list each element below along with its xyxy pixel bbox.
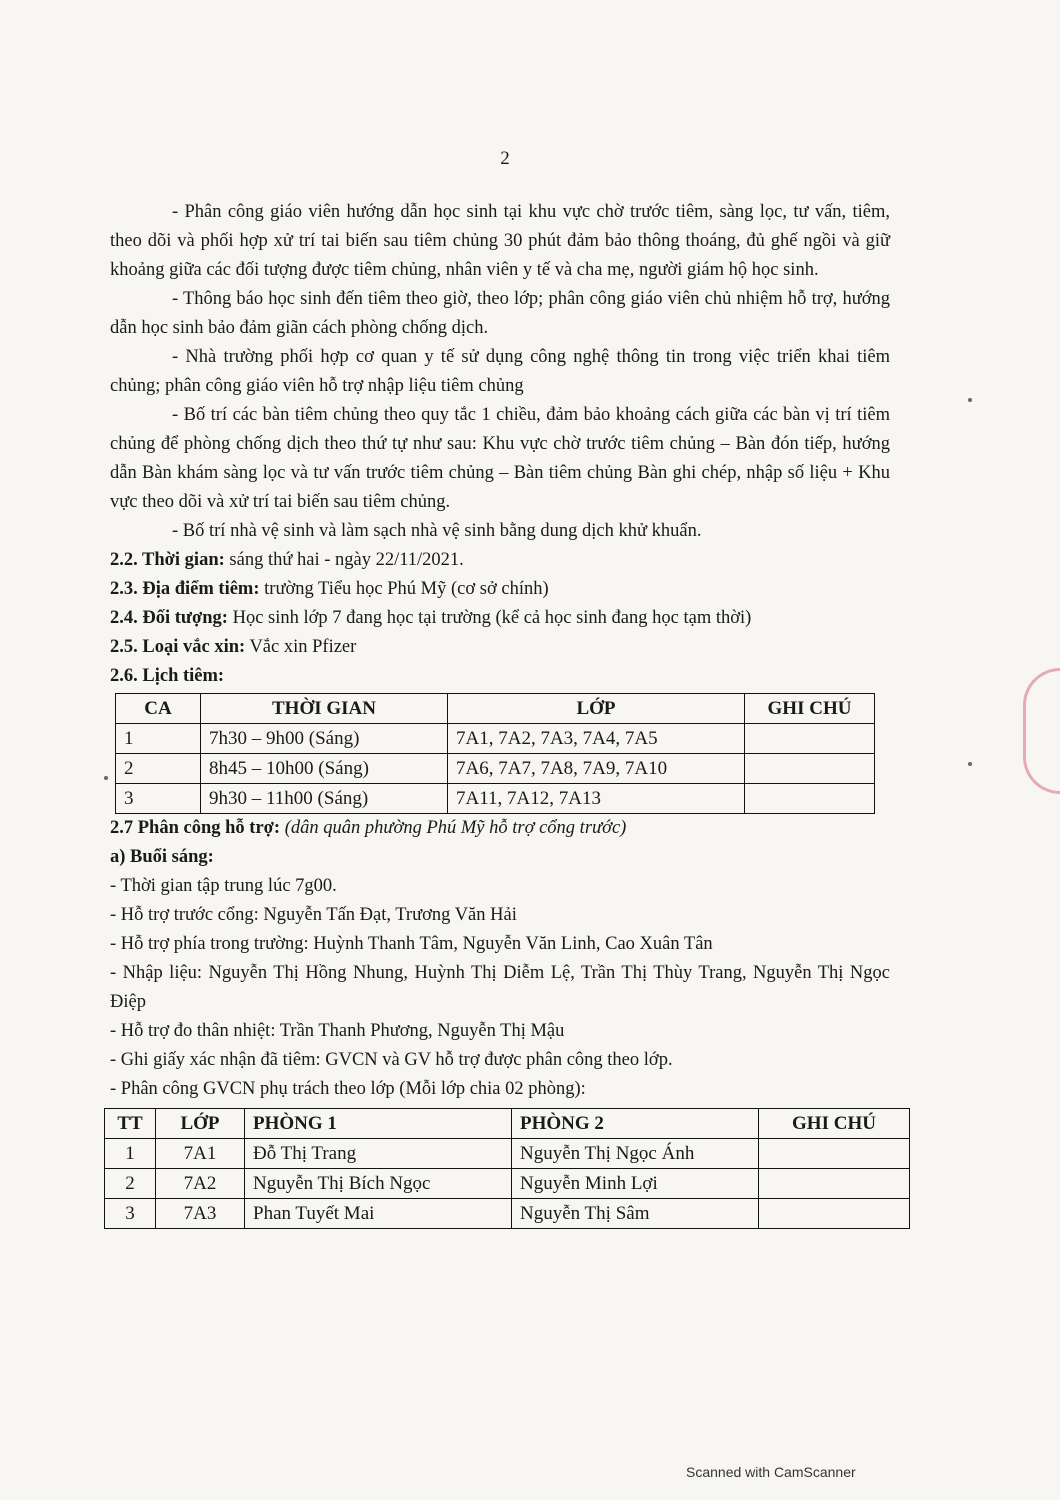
table-cell: 2 — [116, 754, 201, 784]
table-header: GHI CHÚ — [759, 1109, 910, 1139]
table-cell: Nguyễn Thị Sâm — [512, 1199, 759, 1229]
table-row — [105, 1199, 910, 1229]
item-value: Vắc xin Pfizer — [245, 637, 357, 657]
table-cell: 7A11, 7A12, 7A13 — [448, 784, 745, 814]
schedule-table — [115, 693, 875, 814]
table-cell — [759, 1139, 910, 1169]
paragraph: - Phân công giáo viên hướng dẫn học sinh tại khu vực chờ trước tiêm, sàng lọc, tư vấn, tiêm, theo dõi và phối hợp xử trí tai biến sau tiêm chủng 30 phút đảm bảo thông thoáng, đủ ghế ngồi và giữ khoảng giữa các đối tượng được tiêm chủng, nhân viên y tế và cha mẹ, người giám hộ học sinh. — [110, 202, 890, 280]
table-cell: 8h45 – 10h00 (Sáng) — [201, 754, 448, 784]
paragraph: - Bố trí nhà vệ sinh và làm sạch nhà vệ sinh bằng dung dịch khử khuẩn. — [172, 521, 702, 541]
table-cell: 9h30 – 11h00 (Sáng) — [201, 784, 448, 814]
table-header: PHÒNG 2 — [512, 1109, 759, 1139]
support-line: - Nhập liệu: Nguyễn Thị Hồng Nhung, Huỳnh Thị Diễm Lệ, Trần Thị Thùy Trang, Nguyễn Thị Ngọc Điệp — [110, 963, 890, 1012]
table-cell: Nguyễn Minh Lợi — [512, 1169, 759, 1199]
table-row — [105, 1139, 910, 1169]
table-cell: Nguyễn Thị Ngọc Ánh — [512, 1139, 759, 1169]
rooms-table — [104, 1108, 910, 1229]
support-label: 2.7 Phân công hỗ trợ: — [110, 818, 281, 838]
table-header: CA — [116, 694, 201, 724]
red-seal-fragment — [1023, 668, 1060, 794]
support-heading — [110, 814, 890, 843]
item-label: 2.4. Đối tượng: — [110, 608, 228, 628]
item-value: trường Tiểu học Phú Mỹ (cơ sở chính) — [259, 579, 549, 599]
table-cell: 7h30 – 9h00 (Sáng) — [201, 724, 448, 754]
table-cell: 7A2 — [156, 1169, 245, 1199]
paragraph: - Thông báo học sinh đến tiêm theo giờ, theo lớp; phân công giáo viên chủ nhiệm hỗ trợ, hướng dẫn học sinh bảo đảm giãn cách phòng chống dịch. — [110, 289, 890, 338]
table-cell: 2 — [105, 1169, 156, 1199]
support-line: - Hỗ trợ đo thân nhiệt: Trần Thanh Phương, Nguyễn Thị Mậu — [110, 1021, 565, 1041]
table-header-row — [116, 694, 875, 724]
table-header: LỚP — [156, 1109, 245, 1139]
table-header: GHI CHÚ — [745, 694, 875, 724]
table-cell: 1 — [105, 1139, 156, 1169]
table-header: PHÒNG 1 — [245, 1109, 512, 1139]
table-cell — [759, 1199, 910, 1229]
support-line: - Ghi giấy xác nhận đã tiêm: GVCN và GV hỗ trợ được phân công theo lớp. — [110, 1050, 673, 1070]
scanner-watermark: Scanned with CamScanner — [686, 1464, 856, 1480]
support-line: - Hỗ trợ phía trong trường: Huỳnh Thanh Tâm, Nguyễn Văn Linh, Cao Xuân Tân — [110, 934, 713, 954]
table-cell: 7A6, 7A7, 7A8, 7A9, 7A10 — [448, 754, 745, 784]
scan-speck — [968, 762, 972, 766]
scan-speck — [968, 398, 972, 402]
item-label: 2.2. Thời gian: — [110, 550, 225, 570]
table-row — [105, 1169, 910, 1199]
item-value: sáng thứ hai - ngày 22/11/2021. — [224, 550, 464, 570]
table-cell: 7A1 — [156, 1139, 245, 1169]
table-header-row — [105, 1109, 910, 1139]
table-header: THỜI GIAN — [201, 694, 448, 724]
table-cell: Phan Tuyết Mai — [245, 1199, 512, 1229]
scan-speck — [104, 776, 108, 780]
page-number: 2 — [500, 148, 510, 169]
table-cell — [745, 784, 875, 814]
table-header: LỚP — [448, 694, 745, 724]
table-cell: 7A3 — [156, 1199, 245, 1229]
morning-heading: a) Buổi sáng: — [110, 847, 214, 867]
item-label: 2.6. Lịch tiêm: — [110, 666, 225, 686]
table-row — [116, 784, 875, 814]
support-line: - Thời gian tập trung lúc 7g00. — [110, 876, 337, 896]
table-row — [116, 754, 875, 784]
table-header: TT — [105, 1109, 156, 1139]
item-location — [110, 575, 890, 604]
item-vaccine — [110, 633, 890, 662]
table-cell: 1 — [116, 724, 201, 754]
table-cell: 3 — [105, 1199, 156, 1229]
item-time — [110, 546, 890, 575]
support-line: - Phân công GVCN phụ trách theo lớp (Mỗi lớp chia 02 phòng): — [110, 1079, 586, 1099]
table-cell: Đỗ Thị Trang — [245, 1139, 512, 1169]
item-label: 2.5. Loại vắc xin: — [110, 637, 246, 657]
table-cell — [745, 724, 875, 754]
table-cell: Nguyễn Thị Bích Ngọc — [245, 1169, 512, 1199]
support-line: - Hỗ trợ trước cổng: Nguyễn Tấn Đạt, Trương Văn Hải — [110, 905, 517, 925]
table-row — [116, 724, 875, 754]
table-cell: 3 — [116, 784, 201, 814]
paragraph: - Bố trí các bàn tiêm chủng theo quy tắc 1 chiều, đảm bảo khoảng cách giữa các bàn vị trí tiêm chủng để phòng chống dịch theo thứ tự như sau: Khu vực chờ trước tiêm chủng – Bàn đón tiếp, hướng dẫn Bàn khám sàng lọc và tư vấn trước tiêm chủng – Bàn tiêm chủng Bàn ghi chép, nhập số liệu + Khu vực theo dõi và xử trí tai biến sau tiêm chủng. — [110, 405, 890, 512]
table-cell — [759, 1169, 910, 1199]
document-body — [110, 198, 890, 1229]
item-schedule — [110, 662, 890, 691]
item-target — [110, 604, 890, 633]
item-value: Học sinh lớp 7 đang học tại trường (kể cả học sinh đang học tạm thời) — [227, 608, 752, 628]
item-label: 2.3. Địa điểm tiêm: — [110, 579, 260, 599]
support-note: (dân quân phường Phú Mỹ hỗ trợ cổng trước) — [280, 818, 627, 838]
table-cell: 7A1, 7A2, 7A3, 7A4, 7A5 — [448, 724, 745, 754]
table-cell — [745, 754, 875, 784]
paragraph: - Nhà trường phối hợp cơ quan y tế sử dụng công nghệ thông tin trong việc triển khai tiêm chủng; phân công giáo viên hỗ trợ nhập liệu tiêm chủng — [110, 347, 890, 396]
